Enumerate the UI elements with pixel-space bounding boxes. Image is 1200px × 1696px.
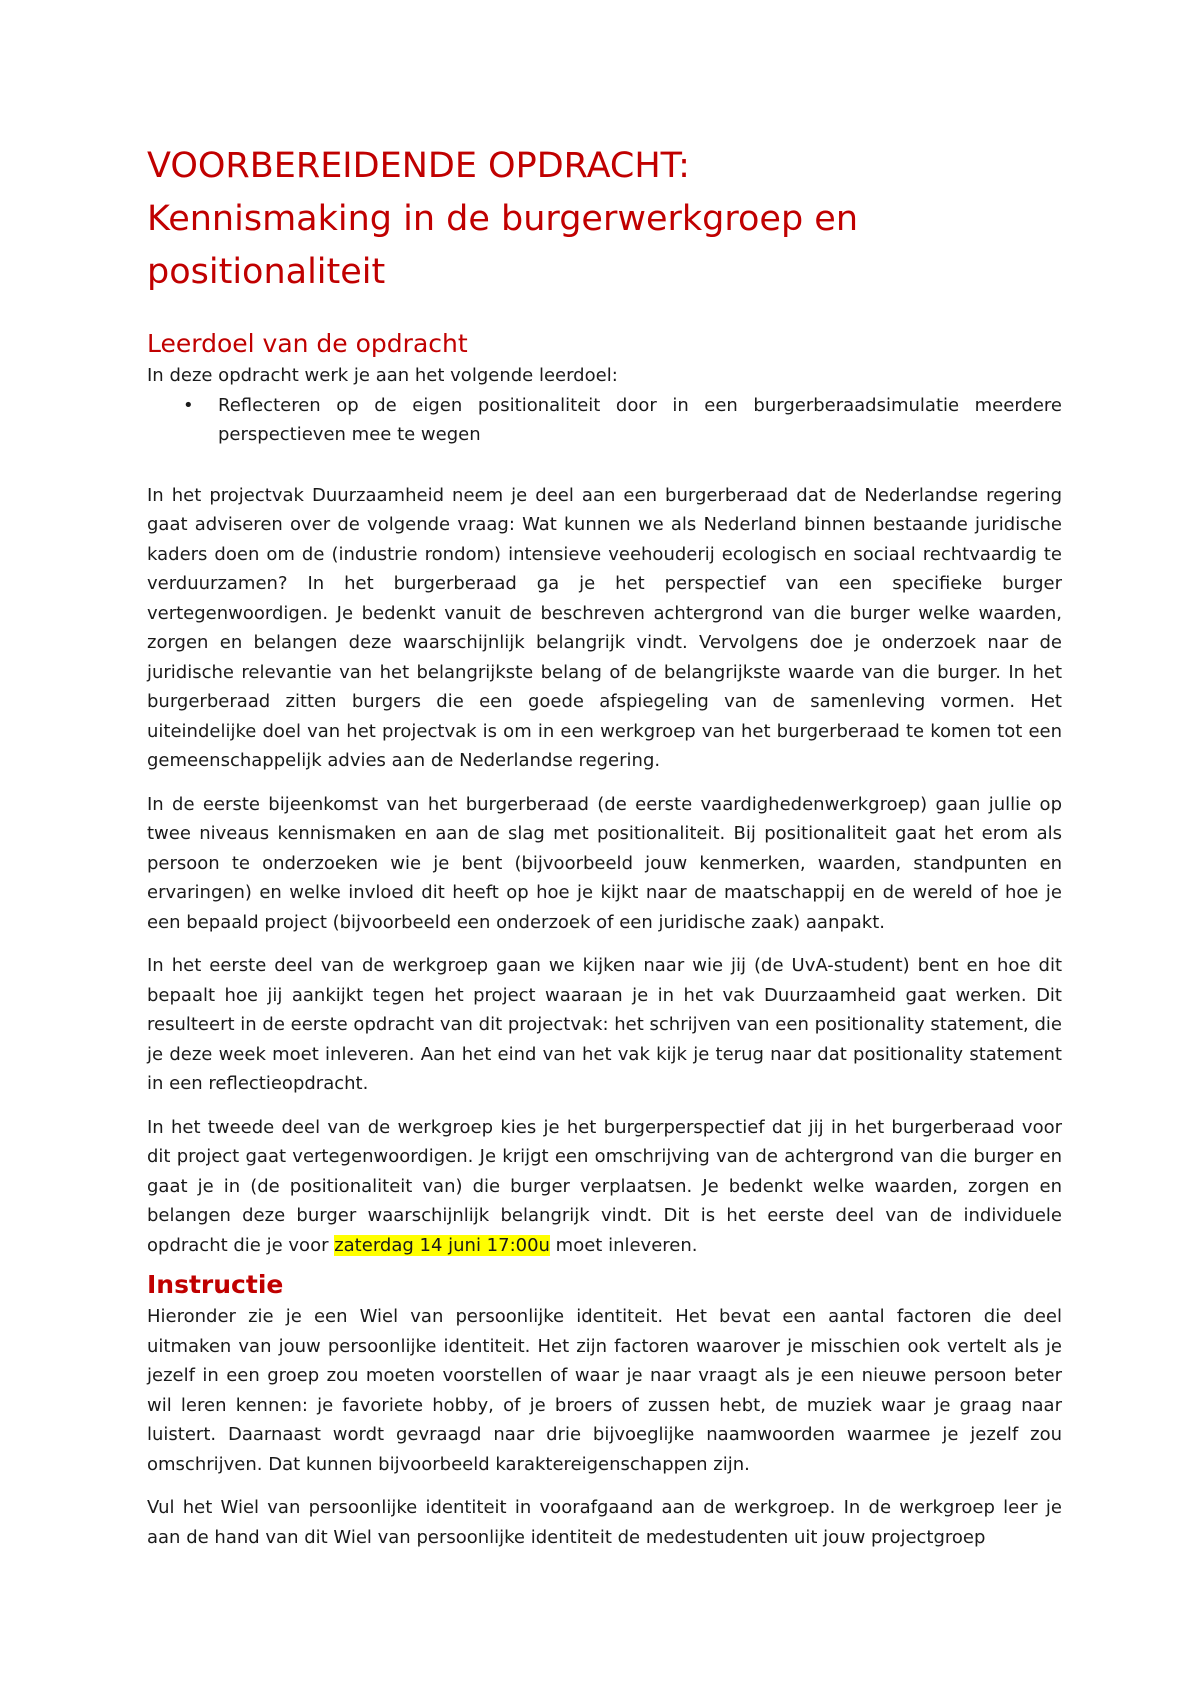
instruction-heading: Instructie (147, 1270, 284, 1299)
instruction-paragraph-2: Vul het Wiel van persoonlijke identiteit in voorafgaand aan de werkgroep. In de werkgroep leer je aan de hand van dit Wiel van persoonlijke identiteit de medestudenten uit jouw projectgroep (147, 1497, 1062, 1548)
learning-goal-list (147, 391, 1062, 450)
paragraph-1: In het projectvak Duurzaamheid neem je deel aan een burgerberaad dat de Nederlandse regering gaat adviseren over de volgende vraag: Wat kunnen we als Nederland binnen bestaande juridische kaders doen om de (industrie rondom) intensieve veehouderij ecologisch en sociaal rechtvaardig te verduurzamen? In het burgerberaad ga je het perspectief van een specifieke burger vertegenwoordigen. Je bedenkt vanuit de beschreven achtergrond van die burger welke waarden, zorgen en belangen deze waarschijnlijk belangrijk vindt. Vervolgens doe je onderzoek naar de juridische relevantie van het belangrijkste belang of de belangrijkste waarde van die burger. In het burgerberaad zitten burgers die een goede afspiegeling van de samenleving vormen. Het uiteindelijke doel van het projectvak is om in een werkgroep van het burgerberaad te komen tot een gemeenschappelijk advies aan de Nederlandse regering. (147, 484, 1062, 771)
instruction-paragraph-1: Hieronder zie je een Wiel van persoonlijke identiteit. Het bevat een aantal factoren die deel uitmaken van jouw persoonlijke identiteit. Het zijn factoren waarover je misschien ook vertelt als je jezelf in een groep zou moeten voorstellen of waar je naar vraagt als je een nieuwe persoon beter wil leren kennen: je favoriete hobby, of je broers of zussen hebt, de muziek waar je graag naar luistert. Daarnaast wordt gevraagd naar drie bijvoeglijke naamwoorden waarmee je jezelf zou omschrijven. Dat kunnen bijvoorbeeld karaktereigenschappen zijn. (147, 1306, 1062, 1475)
learning-goal-item-text: Reflecteren op de eigen positionaliteit door in een burgerberaadsimulatie meerdere perspectieven mee te wegen (218, 394, 1062, 445)
learning-goal-intro: In deze opdracht werk je aan het volgende leerdoel: (147, 365, 618, 386)
paragraph-3: In het eerste deel van de werkgroep gaan we kijken naar wie jij (de UvA-student) bent en hoe dit bepaalt hoe jij aankijkt tegen het project waaraan je in het vak Duurzaamheid gaat werken. Dit resulteert in de eerste opdracht van dit projectvak: het schrijven van een positionality statement, die je deze week moet inleveren. Aan het eind van het vak kijk je terug naar dat positionality statement in een reflectieopdracht. (147, 955, 1062, 1094)
paragraph-4-text-before: In het tweede deel van de werkgroep kies je het burgerperspectief dat jij in het burgerberaad voor dit project gaat vertegenwoordigen. Je krijgt een omschrijving van de achtergrond van die burger en gaat je in (de positionaliteit van) die burger verplaatsen. Je bedenkt welke waarden, zorgen en belangen deze burger waarschijnlijk belangrijk vindt. Dit is het eerste deel van de individuele opdracht die je voor (147, 1116, 1062, 1256)
paragraph-2: In de eerste bijeenkomst van het burgerberaad (de eerste vaardighedenwerkgroep) gaan jullie op twee niveaus kennismaken en aan de slag met positionaliteit. Bij positionaliteit gaat het erom als persoon te onderzoeken wie je bent (bijvoorbeeld jouw kenmerken, waarden, standpunten en ervaringen) en welke invloed dit heeft op hoe je kijkt naar de maatschappij en de wereld of hoe je een bepaald project (bijvoorbeeld een onderzoek of een juridische zaak) aanpakt. (147, 793, 1062, 933)
deadline-highlight: zaterdag 14 juni 17:00u (334, 1234, 550, 1256)
title-line-1: VOORBEREIDENDE OPDRACHT: (147, 146, 690, 186)
learning-goal-heading: Leerdoel van de opdracht (147, 329, 468, 358)
document-page (147, 140, 1062, 1552)
learning-goal-item (147, 391, 1062, 450)
document-title (147, 140, 1062, 299)
paragraph-4-text-after: moet inleveren. (549, 1234, 698, 1256)
paragraph-4 (147, 1113, 1062, 1261)
bullet-icon: • (183, 394, 194, 416)
title-line-2: Kennismaking in de burgerwerkgroep en (147, 199, 859, 239)
title-line-3: positionaliteit (147, 252, 386, 292)
